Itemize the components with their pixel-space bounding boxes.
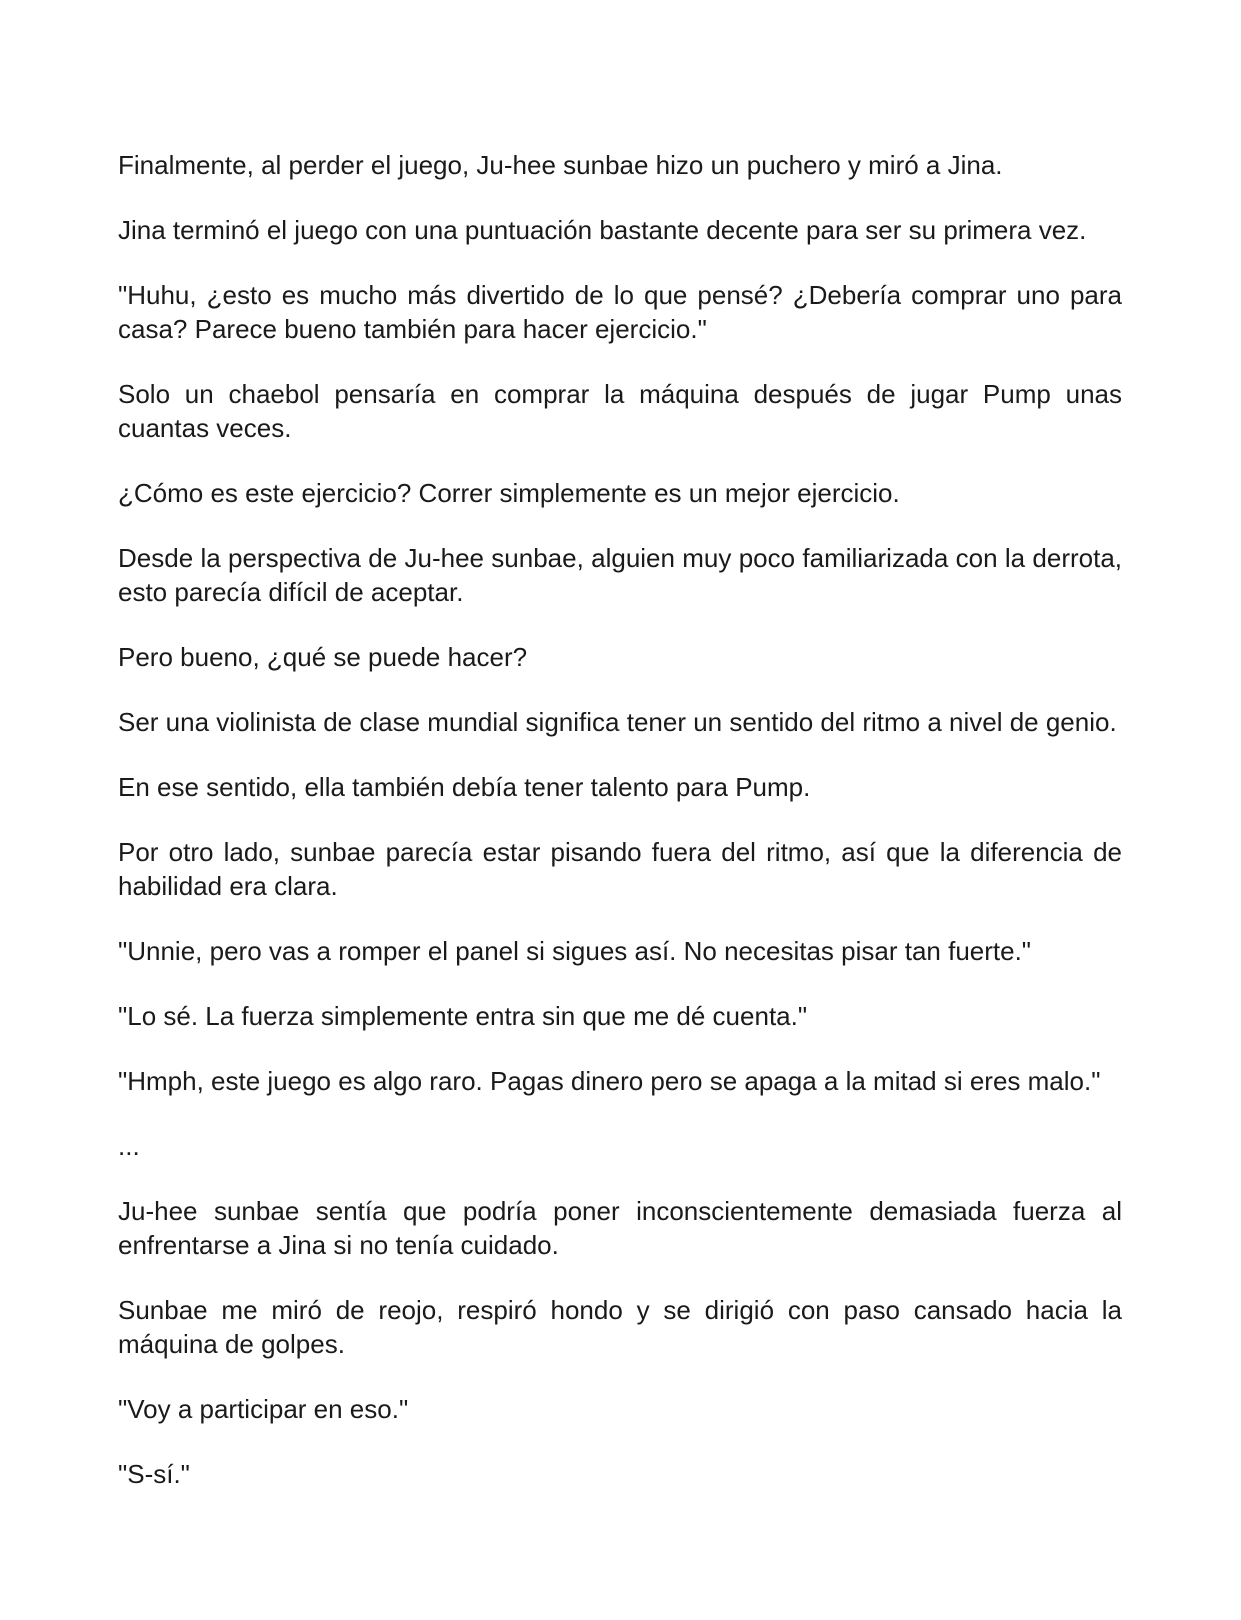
paragraph: "Hmph, este juego es algo raro. Pagas dinero pero se apaga a la mitad si eres malo." — [118, 1066, 1101, 1096]
paragraph: ¿Cómo es este ejercicio? Correr simplemente es un mejor ejercicio. — [118, 478, 900, 508]
paragraph: "Lo sé. La fuerza simplemente entra sin que me dé cuenta." — [118, 1001, 808, 1031]
paragraph: Solo un chaebol pensaría en comprar la máquina después de jugar Pump unas cuantas veces. — [118, 379, 1122, 443]
paragraph: Finalmente, al perder el juego, Ju-hee sunbae hizo un puchero y miró a Jina. — [118, 150, 1003, 180]
paragraph: "Unnie, pero vas a romper el panel si sigues así. No necesitas pisar tan fuerte." — [118, 936, 1032, 966]
paragraph: "Voy a participar en eso." — [118, 1394, 409, 1424]
paragraph: En ese sentido, ella también debía tener talento para Pump. — [118, 772, 811, 802]
paragraph: Desde la perspectiva de Ju-hee sunbae, alguien muy poco familiarizada con la derrota, esto parecía difícil de aceptar. — [118, 543, 1122, 607]
paragraph: Sunbae me miró de reojo, respiró hondo y se dirigió con paso cansado hacia la máquina de golpes. — [118, 1295, 1122, 1359]
paragraph: ... — [118, 1131, 140, 1161]
paragraph: "S-sí." — [118, 1459, 190, 1489]
paragraph: Jina terminó el juego con una puntuación bastante decente para ser su primera vez. — [118, 215, 1087, 245]
paragraph: Ser una violinista de clase mundial significa tener un sentido del ritmo a nivel de genio. — [118, 707, 1117, 737]
paragraph: Por otro lado, sunbae parecía estar pisando fuera del ritmo, así que la diferencia de habilidad era clara. — [118, 837, 1122, 901]
paragraph: Pero bueno, ¿qué se puede hacer? — [118, 642, 528, 672]
paragraph: Ju-hee sunbae sentía que podría poner inconscientemente demasiada fuerza al enfrentarse a Jina si no tenía cuidado. — [118, 1196, 1122, 1260]
body-text — [118, 148, 1122, 1522]
paragraph: "Huhu, ¿esto es mucho más divertido de lo que pensé? ¿Debería comprar uno para casa? Parece bueno también para hacer ejercicio." — [118, 280, 1122, 344]
